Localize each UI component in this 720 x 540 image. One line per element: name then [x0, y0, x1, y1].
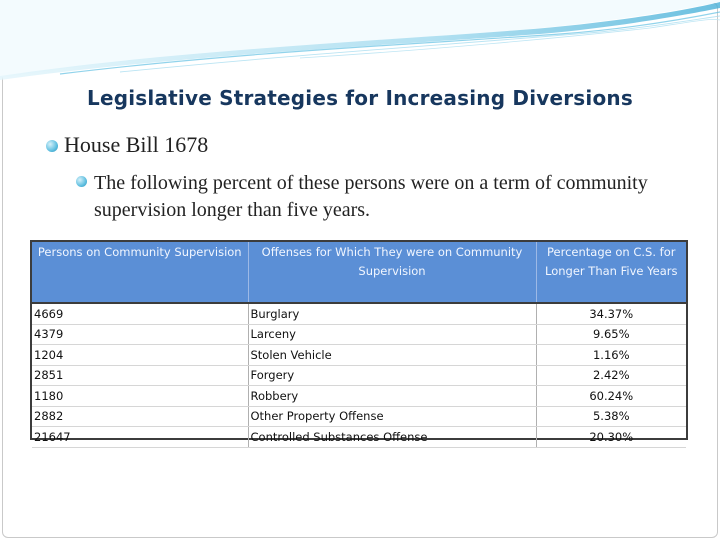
cell-offense: Burglary: [248, 303, 536, 324]
cell-offense: Other Property Offense: [248, 406, 536, 427]
cell-offense: Controlled Substances Offense: [248, 427, 536, 448]
cell-persons: 2851: [32, 365, 248, 386]
cell-offense: Stolen Vehicle: [248, 345, 536, 366]
table-row: [32, 324, 686, 345]
bullet-level1: [44, 132, 208, 158]
offense-table: [30, 240, 688, 444]
cell-persons: 1180: [32, 386, 248, 407]
table-header-row: [32, 242, 686, 303]
cell-percentage: 60.24%: [536, 386, 686, 407]
bullet-level2: [73, 170, 693, 224]
cell-offense: Forgery: [248, 365, 536, 386]
table-row: [32, 427, 686, 448]
bullet-level2-text: The following percent of these persons were on a term of community supervision longer than five years.: [94, 172, 648, 221]
header-offenses: Offenses for Which They were on Community Supervision: [248, 242, 536, 303]
table-row: [32, 345, 686, 366]
cell-offense: Larceny: [248, 324, 536, 345]
slide-title: Legislative Strategies for Increasing Diversions: [87, 86, 633, 110]
cell-percentage: 20.30%: [536, 427, 686, 448]
table-row: [32, 406, 686, 427]
cell-percentage: 5.38%: [536, 406, 686, 427]
table-row: [32, 386, 686, 407]
cell-persons: 2882: [32, 406, 248, 427]
cell-persons: 1204: [32, 345, 248, 366]
table-row: [32, 365, 686, 386]
cell-persons: 4379: [32, 324, 248, 345]
cell-persons: 4669: [32, 303, 248, 324]
decorative-swoosh: [0, 0, 720, 90]
cell-offense: Robbery: [248, 386, 536, 407]
cell-percentage: 1.16%: [536, 345, 686, 366]
table-row: [32, 303, 686, 324]
cell-percentage: 9.65%: [536, 324, 686, 345]
cell-percentage: 34.37%: [536, 303, 686, 324]
header-percentage: Percentage on C.S. for Longer Than Five Years: [536, 242, 686, 303]
header-persons: Persons on Community Supervision: [32, 242, 248, 303]
cell-persons: 21647: [32, 427, 248, 448]
bullet-level1-text: House Bill 1678: [64, 132, 209, 157]
cell-percentage: 2.42%: [536, 365, 686, 386]
